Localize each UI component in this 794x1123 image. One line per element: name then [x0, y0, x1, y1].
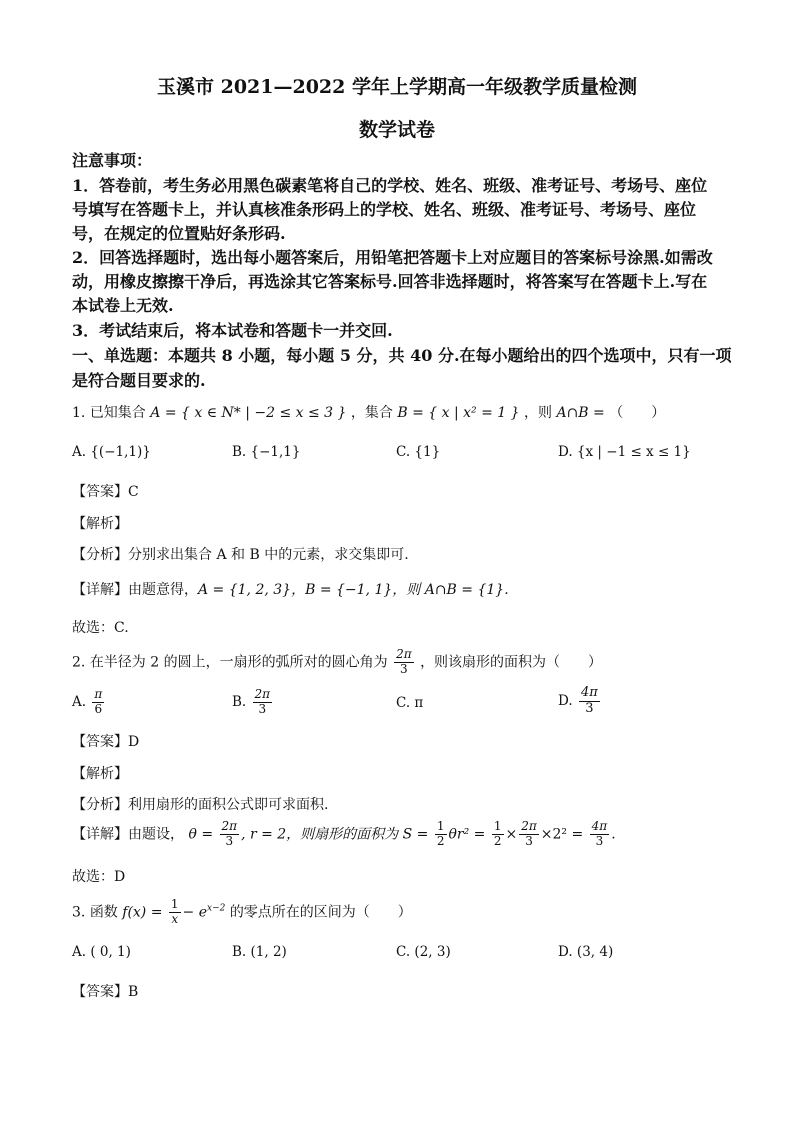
exam-title: 玉溪市 2021—2022 学年上学期高一年级教学质量检测: [157, 76, 637, 98]
detail-label: 【详解】由题意得，: [72, 582, 198, 598]
analysis-summary: 【分析】分别求出集合 A 和 B 中的元素，求交集即可.: [72, 547, 409, 563]
answer-line: 【答案】B: [72, 984, 139, 1000]
detail-math: A = {1, 2, 3}，B = {−1, 1}，则 A∩B = {1}.: [198, 582, 509, 598]
option-a: A. $\frac{\pi}{6}$: [72, 687, 103, 716]
question-2: [72, 648, 602, 677]
answer-line: 【答案】C: [72, 484, 139, 500]
solution-detail: 【详解】由题设， θ = $\frac{2\pi}{3}$ , r = 2，则扇形的面积为 S = $\frac{1}{2}$ θr² = $\frac{1}{2}$ × $\frac{2\pi}{3}$ ×2² = $\frac{4\pi}{3}$ .: [72, 819, 616, 848]
notice-line: 本试卷上无效.: [72, 296, 174, 315]
notice-line: 3．考试结束后，将本试卷和答题卡一并交回.: [72, 321, 393, 340]
question-text: ，则该扇形的面积为（ ）: [420, 654, 603, 671]
math-expr: A∩B =: [556, 405, 605, 421]
analysis-label: 【解析】: [72, 766, 128, 782]
choice-line: 故选：D: [72, 869, 126, 885]
option-b: B. $\frac{2\pi}{3}$: [232, 687, 271, 716]
option-c: C. π: [396, 695, 424, 711]
section-heading-cont: 是符合题目要求的.: [72, 371, 206, 390]
question-text: 的零点所在的区间为（ ）: [229, 904, 412, 921]
notice-line: 号，在规定的位置贴好条形码.: [72, 224, 286, 243]
option-c: C. {1}: [396, 444, 441, 460]
question-text: 在半径为 2 的圆上，一扇形的弧所对的圆心角为: [89, 654, 388, 671]
option-c: C. (2, 3): [396, 944, 451, 960]
math-set-a: A = { x ∈ N* | −2 ≤ x ≤ 3 }: [150, 405, 347, 421]
angle-fraction: $\frac{2\pi}{3}$: [396, 647, 412, 676]
analysis-summary: 【分析】利用扇形的面积公式即可求面积.: [72, 797, 329, 813]
notice-line: 2．回答选择题时，选出每小题答案后，用铅笔把答题卡上对应题目的答案标号涂黑.如需改: [72, 248, 713, 267]
option-a: A. ( 0, 1): [72, 944, 131, 960]
question-number: 3.: [72, 904, 86, 921]
question-text: ，则: [524, 405, 553, 421]
question-text: 函数: [89, 904, 118, 921]
math-set-b: B = { x | x² = 1 }: [397, 405, 520, 421]
question-number: 1.: [72, 405, 86, 421]
solution-detail: [72, 579, 509, 599]
notice-line: 号填写在答题卡上，并认真核准条形码上的学校、姓名、班级、准考证号、考场号、座位: [72, 200, 697, 219]
option-d: D. $\frac{4\pi}{3}$: [558, 685, 598, 716]
question-text: 已知集合: [89, 405, 146, 421]
option-b: B. (1, 2): [232, 944, 287, 960]
question-text: ，集合: [350, 405, 393, 421]
choice-line: 故选：C.: [72, 620, 129, 636]
section-heading: 一、单选题：本题共 8 小题，每小题 5 分，共 40 分.在每小题给出的四个选项中，只有一项: [72, 346, 732, 365]
question-3: 3. 函数 f(x) = $\frac{1}{x}$ − $e^{x-2}$ 的零点所在的区间为（ ）: [72, 897, 412, 926]
option-d: D. {x | −1 ≤ x ≤ 1}: [558, 444, 691, 460]
option-d: D. (3, 4): [558, 944, 614, 960]
answer-line: 【答案】D: [72, 734, 140, 750]
option-a: A. {(−1,1)}: [72, 444, 151, 460]
notice-line: 动，用橡皮擦擦干净后，再选涂其它答案标号.回答非选择题时，将答案写在答题卡上.写在: [72, 272, 708, 291]
analysis-label: 【解析】: [72, 516, 128, 532]
answer-paren: （ ）: [609, 405, 666, 421]
exam-subtitle: 数学试卷: [358, 119, 435, 141]
notice-line: 1．答卷前，考生务必用黑色碳素笔将自己的学校、姓名、班级、准考证号、考场号、座位: [72, 176, 708, 195]
option-b: B. {−1,1}: [232, 444, 301, 460]
notice-heading: 注意事项：: [72, 151, 153, 170]
question-number: 2.: [72, 654, 86, 671]
question-1: [72, 402, 665, 422]
detail-label: 【详解】由题设，: [72, 826, 184, 843]
